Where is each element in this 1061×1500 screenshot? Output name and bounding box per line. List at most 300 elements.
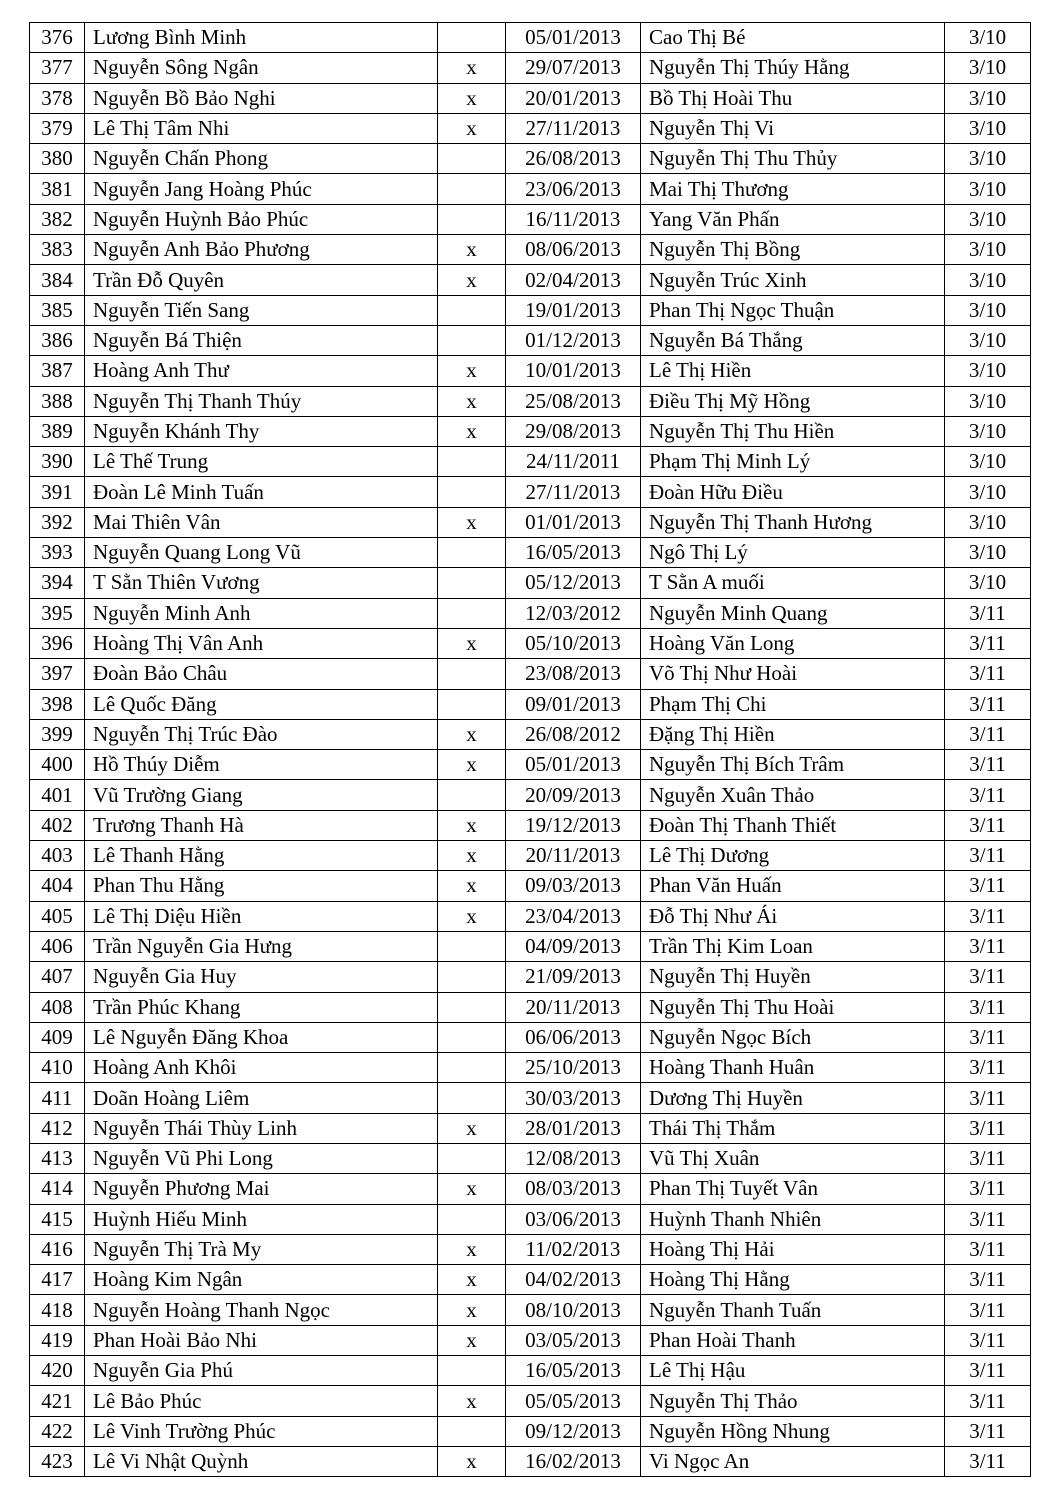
female-mark-cell: x [438, 750, 506, 780]
female-mark-cell [438, 659, 506, 689]
female-mark-cell: x [438, 1295, 506, 1325]
table-row [30, 1053, 1031, 1083]
parent-name-cell: Hoàng Thị Hằng [641, 1265, 945, 1295]
class-cell: 3/11 [945, 1295, 1031, 1325]
birth-date-cell: 04/02/2013 [506, 1265, 641, 1295]
row-number-cell: 423 [30, 1446, 85, 1476]
table-row [30, 598, 1031, 628]
parent-name-cell: Mai Thị Thương [641, 174, 945, 204]
student-name-cell: Lê Thanh Hằng [85, 841, 438, 871]
parent-name-cell: Lê Thị Dương [641, 841, 945, 871]
table-row [30, 295, 1031, 325]
birth-date-cell: 05/05/2013 [506, 1386, 641, 1416]
birth-date-cell: 26/08/2012 [506, 719, 641, 749]
parent-name-cell: Nguyễn Thị Vi [641, 113, 945, 143]
row-number-cell: 412 [30, 1113, 85, 1143]
female-mark-cell [438, 1143, 506, 1173]
female-mark-cell: x [438, 719, 506, 749]
female-mark-cell: x [438, 265, 506, 295]
student-name-cell: Nguyễn Sông Ngân [85, 53, 438, 83]
birth-date-cell: 26/08/2013 [506, 144, 641, 174]
row-number-cell: 388 [30, 386, 85, 416]
table-row [30, 568, 1031, 598]
birth-date-cell: 30/03/2013 [506, 1083, 641, 1113]
student-name-cell: Nguyễn Gia Phú [85, 1356, 438, 1386]
birth-date-cell: 01/12/2013 [506, 325, 641, 355]
female-mark-cell: x [438, 83, 506, 113]
class-cell: 3/11 [945, 1083, 1031, 1113]
table-row [30, 325, 1031, 355]
birth-date-cell: 05/01/2013 [506, 23, 641, 53]
female-mark-cell: x [438, 1265, 506, 1295]
female-mark-cell: x [438, 235, 506, 265]
class-cell: 3/10 [945, 204, 1031, 234]
table-row [30, 1356, 1031, 1386]
class-cell: 3/11 [945, 931, 1031, 961]
student-name-cell: Nguyễn Gia Huy [85, 962, 438, 992]
birth-date-cell: 16/11/2013 [506, 204, 641, 234]
student-name-cell: Lê Thế Trung [85, 447, 438, 477]
class-cell: 3/10 [945, 113, 1031, 143]
table-row [30, 507, 1031, 537]
table-row [30, 265, 1031, 295]
class-cell: 3/10 [945, 568, 1031, 598]
birth-date-cell: 05/01/2013 [506, 750, 641, 780]
row-number-cell: 382 [30, 204, 85, 234]
class-cell: 3/10 [945, 325, 1031, 355]
birth-date-cell: 03/06/2013 [506, 1204, 641, 1234]
parent-name-cell: Hoàng Thanh Huân [641, 1053, 945, 1083]
female-mark-cell [438, 144, 506, 174]
parent-name-cell: Bồ Thị Hoài Thu [641, 83, 945, 113]
female-mark-cell [438, 1416, 506, 1446]
row-number-cell: 401 [30, 780, 85, 810]
table-row [30, 750, 1031, 780]
row-number-cell: 402 [30, 810, 85, 840]
row-number-cell: 399 [30, 719, 85, 749]
row-number-cell: 420 [30, 1356, 85, 1386]
table-row [30, 810, 1031, 840]
student-name-cell: Nguyễn Chấn Phong [85, 144, 438, 174]
row-number-cell: 407 [30, 962, 85, 992]
class-cell: 3/11 [945, 1446, 1031, 1476]
student-name-cell: Lê Quốc Đăng [85, 689, 438, 719]
student-name-cell: T Sằn Thiên Vương [85, 568, 438, 598]
table-row [30, 901, 1031, 931]
student-name-cell: Nguyễn Thái Thùy Linh [85, 1113, 438, 1143]
class-cell: 3/10 [945, 144, 1031, 174]
row-number-cell: 422 [30, 1416, 85, 1446]
table-row [30, 356, 1031, 386]
student-name-cell: Nguyễn Anh Bảo Phương [85, 235, 438, 265]
parent-name-cell: Nguyễn Thị Thu Hoài [641, 992, 945, 1022]
female-mark-cell: x [438, 1386, 506, 1416]
student-name-cell: Vũ Trường Giang [85, 780, 438, 810]
student-name-cell: Nguyễn Minh Anh [85, 598, 438, 628]
student-name-cell: Nguyễn Huỳnh Bảo Phúc [85, 204, 438, 234]
class-cell: 3/11 [945, 750, 1031, 780]
parent-name-cell: Nguyễn Thị Thu Thủy [641, 144, 945, 174]
female-mark-cell [438, 325, 506, 355]
student-name-cell: Trần Nguyễn Gia Hưng [85, 931, 438, 961]
female-mark-cell: x [438, 53, 506, 83]
birth-date-cell: 20/01/2013 [506, 83, 641, 113]
row-number-cell: 415 [30, 1204, 85, 1234]
class-cell: 3/10 [945, 295, 1031, 325]
female-mark-cell: x [438, 1325, 506, 1355]
female-mark-cell: x [438, 1234, 506, 1264]
birth-date-cell: 19/12/2013 [506, 810, 641, 840]
parent-name-cell: Nguyễn Minh Quang [641, 598, 945, 628]
row-number-cell: 397 [30, 659, 85, 689]
parent-name-cell: Ngô Thị Lý [641, 538, 945, 568]
row-number-cell: 389 [30, 416, 85, 446]
class-cell: 3/10 [945, 477, 1031, 507]
parent-name-cell: Yang Văn Phấn [641, 204, 945, 234]
row-number-cell: 376 [30, 23, 85, 53]
class-cell: 3/10 [945, 386, 1031, 416]
row-number-cell: 400 [30, 750, 85, 780]
row-number-cell: 384 [30, 265, 85, 295]
row-number-cell: 379 [30, 113, 85, 143]
class-cell: 3/11 [945, 1386, 1031, 1416]
parent-name-cell: Nguyễn Thị Thanh Hương [641, 507, 945, 537]
row-number-cell: 413 [30, 1143, 85, 1173]
table-row [30, 628, 1031, 658]
parent-name-cell: Huỳnh Thanh Nhiên [641, 1204, 945, 1234]
class-cell: 3/10 [945, 538, 1031, 568]
student-name-cell: Nguyễn Thị Thanh Thúy [85, 386, 438, 416]
female-mark-cell: x [438, 356, 506, 386]
female-mark-cell [438, 992, 506, 1022]
class-cell: 3/11 [945, 871, 1031, 901]
female-mark-cell: x [438, 841, 506, 871]
class-cell: 3/11 [945, 1234, 1031, 1264]
student-name-cell: Nguyễn Quang Long Vũ [85, 538, 438, 568]
parent-name-cell: Nguyễn Thị Huyền [641, 962, 945, 992]
table-row [30, 1204, 1031, 1234]
row-number-cell: 411 [30, 1083, 85, 1113]
student-name-cell: Nguyễn Jang Hoàng Phúc [85, 174, 438, 204]
class-cell: 3/11 [945, 841, 1031, 871]
birth-date-cell: 05/12/2013 [506, 568, 641, 598]
birth-date-cell: 20/09/2013 [506, 780, 641, 810]
table-row [30, 416, 1031, 446]
row-number-cell: 408 [30, 992, 85, 1022]
class-cell: 3/11 [945, 810, 1031, 840]
parent-name-cell: Phan Thị Tuyết Vân [641, 1174, 945, 1204]
row-number-cell: 378 [30, 83, 85, 113]
student-name-cell: Phan Hoài Bảo Nhi [85, 1325, 438, 1355]
student-name-cell: Phan Thu Hằng [85, 871, 438, 901]
class-cell: 3/11 [945, 598, 1031, 628]
birth-date-cell: 24/11/2011 [506, 447, 641, 477]
female-mark-cell: x [438, 386, 506, 416]
student-name-cell: Trần Phúc Khang [85, 992, 438, 1022]
row-number-cell: 405 [30, 901, 85, 931]
birth-date-cell: 28/01/2013 [506, 1113, 641, 1143]
row-number-cell: 409 [30, 1022, 85, 1052]
parent-name-cell: Thái Thị Thắm [641, 1113, 945, 1143]
table-row [30, 1174, 1031, 1204]
student-name-cell: Lê Bảo Phúc [85, 1386, 438, 1416]
row-number-cell: 410 [30, 1053, 85, 1083]
birth-date-cell: 16/05/2013 [506, 1356, 641, 1386]
class-cell: 3/10 [945, 23, 1031, 53]
parent-name-cell: Đỗ Thị Như Ái [641, 901, 945, 931]
birth-date-cell: 09/03/2013 [506, 871, 641, 901]
table-row [30, 53, 1031, 83]
row-number-cell: 386 [30, 325, 85, 355]
parent-name-cell: Lê Thị Hiền [641, 356, 945, 386]
class-cell: 3/11 [945, 1204, 1031, 1234]
class-cell: 3/11 [945, 719, 1031, 749]
birth-date-cell: 11/02/2013 [506, 1234, 641, 1264]
parent-name-cell: Nguyễn Trúc Xinh [641, 265, 945, 295]
table-row [30, 1083, 1031, 1113]
student-name-cell: Nguyễn Vũ Phi Long [85, 1143, 438, 1173]
female-mark-cell: x [438, 1174, 506, 1204]
female-mark-cell [438, 174, 506, 204]
student-name-cell: Hoàng Anh Thư [85, 356, 438, 386]
row-number-cell: 406 [30, 931, 85, 961]
birth-date-cell: 21/09/2013 [506, 962, 641, 992]
class-cell: 3/10 [945, 416, 1031, 446]
birth-date-cell: 04/09/2013 [506, 931, 641, 961]
student-name-cell: Doãn Hoàng Liêm [85, 1083, 438, 1113]
table-row [30, 1113, 1031, 1143]
parent-name-cell: Nguyễn Hồng Nhung [641, 1416, 945, 1446]
parent-name-cell: Phạm Thị Minh Lý [641, 447, 945, 477]
student-name-cell: Nguyễn Phương Mai [85, 1174, 438, 1204]
student-name-cell: Trương Thanh Hà [85, 810, 438, 840]
birth-date-cell: 29/07/2013 [506, 53, 641, 83]
class-cell: 3/10 [945, 356, 1031, 386]
birth-date-cell: 19/01/2013 [506, 295, 641, 325]
birth-date-cell: 23/04/2013 [506, 901, 641, 931]
row-number-cell: 396 [30, 628, 85, 658]
female-mark-cell [438, 1053, 506, 1083]
table-row [30, 23, 1031, 53]
row-number-cell: 416 [30, 1234, 85, 1264]
student-name-cell: Hoàng Kim Ngân [85, 1265, 438, 1295]
parent-name-cell: Lê Thị Hậu [641, 1356, 945, 1386]
female-mark-cell: x [438, 871, 506, 901]
class-cell: 3/10 [945, 174, 1031, 204]
parent-name-cell: Vũ Thị Xuân [641, 1143, 945, 1173]
student-table [29, 22, 1031, 1477]
student-name-cell: Nguyễn Bồ Bảo Nghi [85, 83, 438, 113]
student-name-cell: Lê Vinh Trường Phúc [85, 1416, 438, 1446]
birth-date-cell: 29/08/2013 [506, 416, 641, 446]
birth-date-cell: 10/01/2013 [506, 356, 641, 386]
student-name-cell: Nguyễn Thị Trúc Đào [85, 719, 438, 749]
class-cell: 3/11 [945, 689, 1031, 719]
parent-name-cell: Dương Thị Huyền [641, 1083, 945, 1113]
student-name-cell: Lương Bình Minh [85, 23, 438, 53]
female-mark-cell [438, 1022, 506, 1052]
parent-name-cell: Phạm Thị Chi [641, 689, 945, 719]
row-number-cell: 418 [30, 1295, 85, 1325]
birth-date-cell: 08/10/2013 [506, 1295, 641, 1325]
parent-name-cell: Nguyễn Thị Bích Trâm [641, 750, 945, 780]
table-row [30, 780, 1031, 810]
class-cell: 3/11 [945, 1416, 1031, 1446]
table-row [30, 83, 1031, 113]
birth-date-cell: 08/03/2013 [506, 1174, 641, 1204]
female-mark-cell: x [438, 507, 506, 537]
table-row [30, 1446, 1031, 1476]
class-cell: 3/10 [945, 83, 1031, 113]
female-mark-cell [438, 1083, 506, 1113]
table-row [30, 1022, 1031, 1052]
student-name-cell: Trần Đỗ Quyên [85, 265, 438, 295]
class-cell: 3/11 [945, 1143, 1031, 1173]
student-list-page [29, 22, 1031, 1477]
row-number-cell: 417 [30, 1265, 85, 1295]
class-cell: 3/11 [945, 1325, 1031, 1355]
table-row [30, 1295, 1031, 1325]
table-row [30, 144, 1031, 174]
parent-name-cell: Nguyễn Thanh Tuấn [641, 1295, 945, 1325]
table-row [30, 477, 1031, 507]
female-mark-cell [438, 23, 506, 53]
student-name-cell: Nguyễn Thị Trà My [85, 1234, 438, 1264]
parent-name-cell: Nguyễn Xuân Thảo [641, 780, 945, 810]
parent-name-cell: T Sằn A muối [641, 568, 945, 598]
parent-name-cell: Hoàng Thị Hải [641, 1234, 945, 1264]
birth-date-cell: 20/11/2013 [506, 841, 641, 871]
birth-date-cell: 01/01/2013 [506, 507, 641, 537]
parent-name-cell: Nguyễn Thị Bồng [641, 235, 945, 265]
table-row [30, 1386, 1031, 1416]
parent-name-cell: Phan Văn Huấn [641, 871, 945, 901]
row-number-cell: 419 [30, 1325, 85, 1355]
row-number-cell: 385 [30, 295, 85, 325]
birth-date-cell: 02/04/2013 [506, 265, 641, 295]
student-name-cell: Lê Nguyễn Đăng Khoa [85, 1022, 438, 1052]
parent-name-cell: Trần Thị Kim Loan [641, 931, 945, 961]
table-row [30, 538, 1031, 568]
birth-date-cell: 27/11/2013 [506, 113, 641, 143]
table-row [30, 962, 1031, 992]
table-row [30, 659, 1031, 689]
table-row [30, 689, 1031, 719]
female-mark-cell [438, 931, 506, 961]
class-cell: 3/11 [945, 628, 1031, 658]
female-mark-cell [438, 204, 506, 234]
birth-date-cell: 27/11/2013 [506, 477, 641, 507]
female-mark-cell [438, 1204, 506, 1234]
table-row [30, 871, 1031, 901]
parent-name-cell: Điều Thị Mỹ Hồng [641, 386, 945, 416]
table-row [30, 113, 1031, 143]
parent-name-cell: Cao Thị Bé [641, 23, 945, 53]
student-name-cell: Lê Vi Nhật Quỳnh [85, 1446, 438, 1476]
birth-date-cell: 25/10/2013 [506, 1053, 641, 1083]
row-number-cell: 393 [30, 538, 85, 568]
student-name-cell: Hoàng Anh Khôi [85, 1053, 438, 1083]
student-name-cell: Lê Thị Tâm Nhi [85, 113, 438, 143]
class-cell: 3/11 [945, 659, 1031, 689]
class-cell: 3/11 [945, 780, 1031, 810]
class-cell: 3/10 [945, 265, 1031, 295]
table-row [30, 447, 1031, 477]
class-cell: 3/11 [945, 901, 1031, 931]
row-number-cell: 391 [30, 477, 85, 507]
birth-date-cell: 16/05/2013 [506, 538, 641, 568]
class-cell: 3/11 [945, 1113, 1031, 1143]
row-number-cell: 395 [30, 598, 85, 628]
class-cell: 3/11 [945, 1265, 1031, 1295]
female-mark-cell [438, 780, 506, 810]
female-mark-cell [438, 538, 506, 568]
parent-name-cell: Đoàn Thị Thanh Thiết [641, 810, 945, 840]
table-row [30, 841, 1031, 871]
birth-date-cell: 12/03/2012 [506, 598, 641, 628]
row-number-cell: 377 [30, 53, 85, 83]
parent-name-cell: Nguyễn Thị Thảo [641, 1386, 945, 1416]
table-row [30, 719, 1031, 749]
table-row [30, 1234, 1031, 1264]
parent-name-cell: Đoàn Hữu Điều [641, 477, 945, 507]
class-cell: 3/11 [945, 1356, 1031, 1386]
table-row [30, 1416, 1031, 1446]
class-cell: 3/11 [945, 962, 1031, 992]
female-mark-cell: x [438, 416, 506, 446]
student-name-cell: Hoàng Thị Vân Anh [85, 628, 438, 658]
class-cell: 3/11 [945, 1174, 1031, 1204]
female-mark-cell: x [438, 810, 506, 840]
class-cell: 3/11 [945, 992, 1031, 1022]
parent-name-cell: Võ Thị Như Hoài [641, 659, 945, 689]
parent-name-cell: Phan Thị Ngọc Thuận [641, 295, 945, 325]
class-cell: 3/10 [945, 53, 1031, 83]
row-number-cell: 380 [30, 144, 85, 174]
row-number-cell: 390 [30, 447, 85, 477]
table-row [30, 204, 1031, 234]
student-name-cell: Huỳnh Hiếu Minh [85, 1204, 438, 1234]
row-number-cell: 383 [30, 235, 85, 265]
table-row [30, 931, 1031, 961]
row-number-cell: 403 [30, 841, 85, 871]
birth-date-cell: 16/02/2013 [506, 1446, 641, 1476]
female-mark-cell [438, 1356, 506, 1386]
birth-date-cell: 23/08/2013 [506, 659, 641, 689]
female-mark-cell [438, 689, 506, 719]
class-cell: 3/10 [945, 507, 1031, 537]
female-mark-cell [438, 598, 506, 628]
student-name-cell: Nguyễn Bá Thiện [85, 325, 438, 355]
student-name-cell: Nguyễn Tiến Sang [85, 295, 438, 325]
parent-name-cell: Nguyễn Bá Thắng [641, 325, 945, 355]
birth-date-cell: 12/08/2013 [506, 1143, 641, 1173]
class-cell: 3/11 [945, 1053, 1031, 1083]
row-number-cell: 404 [30, 871, 85, 901]
female-mark-cell [438, 477, 506, 507]
row-number-cell: 421 [30, 1386, 85, 1416]
birth-date-cell: 05/10/2013 [506, 628, 641, 658]
birth-date-cell: 09/12/2013 [506, 1416, 641, 1446]
female-mark-cell [438, 295, 506, 325]
student-name-cell: Nguyễn Hoàng Thanh Ngọc [85, 1295, 438, 1325]
female-mark-cell: x [438, 901, 506, 931]
female-mark-cell [438, 568, 506, 598]
parent-name-cell: Đặng Thị Hiền [641, 719, 945, 749]
student-table-body [30, 23, 1031, 1477]
female-mark-cell: x [438, 1446, 506, 1476]
table-row [30, 1143, 1031, 1173]
